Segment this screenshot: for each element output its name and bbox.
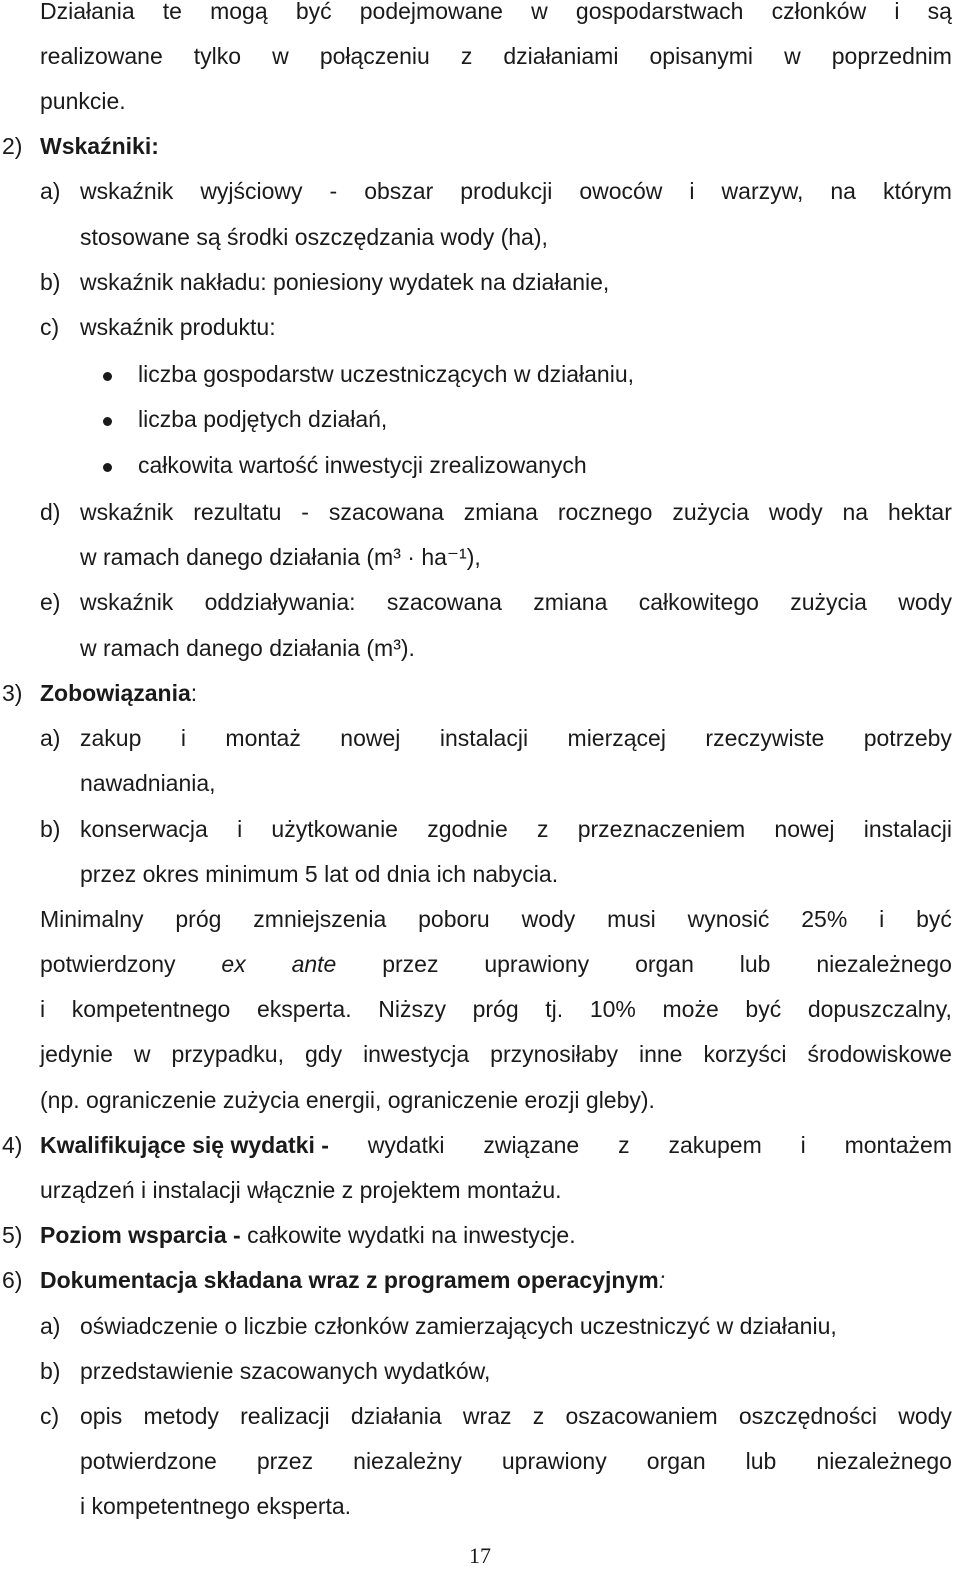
word: z	[532, 1403, 545, 1429]
word: wody	[898, 589, 952, 615]
section-2-title-text: Wskaźniki:	[40, 133, 159, 159]
word: wskaźnik	[80, 499, 174, 525]
section-3-colon: :	[190, 680, 198, 706]
word: i	[40, 996, 46, 1022]
word: zużycia	[672, 499, 750, 525]
word: metody	[143, 1403, 219, 1429]
word: potwierdzone	[80, 1448, 217, 1474]
word: mogą	[210, 0, 268, 24]
word: szacowana	[386, 589, 502, 615]
section-2-title	[40, 131, 159, 161]
word: przez	[256, 1448, 314, 1474]
word: opis	[80, 1403, 123, 1429]
section-5-number: 5)	[2, 1222, 23, 1248]
word: produkcji	[460, 178, 553, 204]
s3-a-line-2: nawadniania,	[80, 770, 216, 796]
section-4-line-2: urządzeń i instalacji włącznie z projektem montażu.	[40, 1177, 562, 1203]
intro-line-2	[40, 41, 952, 71]
s3-paragraph-line-4	[40, 1039, 952, 1069]
word: zgodnie	[427, 816, 508, 842]
s3-p2-ex: ex	[221, 951, 246, 977]
bullet-2	[103, 417, 112, 426]
word: oszczędności	[738, 1403, 877, 1429]
bullet-item-3: całkowita wartość inwestycji zrealizowanych	[138, 452, 587, 478]
word: Działania	[40, 0, 135, 24]
word: nowej	[340, 725, 401, 751]
word: nowej	[774, 816, 835, 842]
word: połączeniu	[319, 43, 430, 69]
word: realizacji	[240, 1403, 330, 1429]
s3-paragraph-line-3	[40, 994, 952, 1024]
word: kompetentnego	[71, 996, 231, 1022]
word: członków	[771, 0, 867, 24]
word: inwestycja	[363, 1041, 470, 1067]
word: organ	[635, 951, 694, 977]
word: wskaźnik	[80, 178, 174, 204]
s2-a-line-2: stosowane są środki oszczędzania wody (ha),	[80, 224, 548, 250]
s2-c-text: wskaźnik produktu:	[80, 314, 276, 340]
word: działaniami	[503, 43, 619, 69]
word: szacowana	[328, 499, 444, 525]
word: być	[916, 906, 952, 932]
word: i	[180, 725, 186, 751]
word: zużycia	[790, 589, 867, 615]
word: są	[927, 0, 952, 24]
word: zmiana	[463, 499, 538, 525]
word: korzyści	[703, 1041, 787, 1067]
word: 10%	[589, 996, 636, 1022]
word: jedynie	[40, 1041, 113, 1067]
word: lub	[745, 1448, 777, 1474]
word: zmiana	[533, 589, 608, 615]
word: dopuszczalny,	[807, 996, 952, 1022]
s2-b-text: wskaźnik nakładu: poniesiony wydatek na działanie,	[80, 269, 610, 295]
word: realizowane	[40, 43, 163, 69]
word: montażem	[844, 1132, 952, 1158]
word: opisanymi	[649, 43, 754, 69]
word: i	[894, 0, 900, 24]
s3-p2-ante: ante	[291, 951, 337, 977]
word: wraz	[462, 1403, 512, 1429]
word: potrzeby	[863, 725, 952, 751]
word: wydatki	[367, 1132, 445, 1158]
word: uprawiony	[484, 951, 590, 977]
intro-line-1	[40, 0, 952, 26]
word: oszacowaniem	[565, 1403, 718, 1429]
s6-c-line-3: i kompetentnego eksperta.	[80, 1493, 352, 1519]
s3-paragraph-line-1	[40, 904, 952, 934]
s3-p2-a: potwierdzony	[40, 951, 176, 977]
word: uprawiony	[501, 1448, 607, 1474]
word: oddziaływania:	[204, 589, 356, 615]
word: -	[329, 178, 338, 204]
section-6-title: Dokumentacja składana wraz z programem operacyjnym	[40, 1267, 659, 1293]
word: zakupem	[668, 1132, 762, 1158]
page-number: 17	[469, 1543, 491, 1568]
section-3-title	[40, 678, 197, 708]
s3-paragraph-line-2	[40, 949, 952, 979]
word: lub	[739, 951, 771, 977]
s2-a-line-1	[80, 176, 952, 206]
word: tylko	[193, 43, 242, 69]
s2-c-label: c)	[40, 314, 60, 340]
word: rzeczywiste	[705, 725, 825, 751]
bullet-item-1: liczba gospodarstw uczestniczących w działaniu,	[138, 361, 635, 387]
s3-b-line-2: przez okres minimum 5 lat od dnia ich nabycia.	[80, 861, 559, 887]
section-5-rest: całkowite wydatki na inwestycje.	[247, 1222, 576, 1248]
word: którym	[882, 178, 952, 204]
word: inne	[638, 1041, 683, 1067]
word: Minimalny	[40, 906, 144, 932]
word: wody	[898, 1403, 952, 1429]
word: wynosić	[687, 906, 770, 932]
section-3-number: 3)	[2, 680, 23, 706]
word: może	[662, 996, 719, 1022]
word: użytkowanie	[271, 816, 398, 842]
word: rezultatu	[193, 499, 282, 525]
word: z	[618, 1132, 630, 1158]
word: -	[301, 499, 309, 525]
s2-e-line-1	[80, 587, 952, 617]
s3-b-line-1	[80, 814, 952, 844]
word: poboru	[418, 906, 490, 932]
word: środowiskowe	[807, 1041, 952, 1067]
word: związane	[483, 1132, 580, 1158]
section-5-title: Poziom wsparcia -	[40, 1222, 241, 1248]
bullet-3	[103, 463, 112, 472]
word: gospodarstwach	[575, 0, 744, 24]
word: instalacji	[863, 816, 952, 842]
section-6-number: 6)	[2, 1267, 23, 1293]
word: z	[537, 816, 549, 842]
s3-a-label: a)	[40, 725, 61, 751]
word: niezależnego	[816, 951, 952, 977]
s2-e-line-2: w ramach danego działania (m³).	[80, 635, 415, 661]
word: w	[133, 1041, 151, 1067]
word: poprzednim	[831, 43, 952, 69]
word: warzyw,	[721, 178, 804, 204]
word: te	[162, 0, 182, 24]
word: i	[879, 906, 885, 932]
word: owoców	[579, 178, 663, 204]
section-4-line-1	[40, 1130, 952, 1160]
word: na	[842, 499, 869, 525]
word: hektar	[887, 499, 952, 525]
word: rocznego	[557, 499, 653, 525]
s6-c-line-1	[80, 1401, 952, 1431]
bullet-item-2: liczba podjętych działań,	[138, 406, 388, 432]
section-6-title-line	[40, 1265, 665, 1295]
word: w	[531, 0, 548, 24]
word: eksperta.	[256, 996, 352, 1022]
word: próg	[472, 996, 519, 1022]
s2-e-label: e)	[40, 589, 61, 615]
s6-c-label: c)	[40, 1403, 60, 1429]
word: organ	[646, 1448, 706, 1474]
word: w	[784, 43, 801, 69]
s6-a-label: a)	[40, 1313, 61, 1339]
word: próg	[175, 906, 222, 932]
word: wskaźnik	[80, 589, 174, 615]
word: wody	[768, 499, 823, 525]
section-4-number: 4)	[2, 1132, 23, 1158]
s6-b-text: przedstawienie szacowanych wydatków,	[80, 1358, 491, 1384]
word: całkowitego	[638, 589, 759, 615]
word: podejmowane	[359, 0, 503, 24]
word: przypadku,	[171, 1041, 284, 1067]
section-3-title-text: Zobowiązania	[40, 680, 191, 706]
s2-d-line-1	[80, 497, 952, 527]
intro-line-3: punkcie.	[40, 88, 126, 114]
word: zakup	[80, 725, 142, 751]
word: działania	[350, 1403, 442, 1429]
section-4-title: Kwalifikujące się wydatki -	[40, 1132, 329, 1158]
s2-d-line-2: w ramach danego działania (m³ · ha⁻¹),	[80, 544, 481, 570]
word: instalacji	[439, 725, 529, 751]
word: być	[295, 0, 332, 24]
word: zmniejszenia	[253, 906, 387, 932]
word: wody	[521, 906, 576, 932]
s6-b-label: b)	[40, 1358, 61, 1384]
word: mierzącej	[567, 725, 666, 751]
word: gdy	[304, 1041, 343, 1067]
word: na	[830, 178, 856, 204]
s3-paragraph-line-5: (np. ograniczenie zużycia energii, ograniczenie erozji gleby).	[40, 1087, 655, 1113]
word: w	[272, 43, 289, 69]
word: przynosiłaby	[490, 1041, 618, 1067]
word: być	[745, 996, 782, 1022]
word: przez	[382, 951, 439, 977]
word: i	[689, 178, 695, 204]
section-5-line	[40, 1220, 576, 1250]
s3-a-line-1	[80, 723, 952, 753]
word: i	[800, 1132, 806, 1158]
word: musi	[607, 906, 656, 932]
s3-b-label: b)	[40, 816, 61, 842]
word: montaż	[225, 725, 301, 751]
word: przeznaczeniem	[577, 816, 746, 842]
word: tj.	[545, 996, 564, 1022]
word: niezależnego	[816, 1448, 952, 1474]
bullet-1	[103, 372, 112, 381]
section-2-number: 2)	[2, 133, 23, 159]
s2-d-label: d)	[40, 499, 61, 525]
section-6-colon: :	[658, 1267, 666, 1293]
s2-b-label: b)	[40, 269, 61, 295]
word: wyjściowy	[200, 178, 303, 204]
word: niezależny	[353, 1448, 462, 1474]
word: 25%	[801, 906, 848, 932]
word: z	[460, 43, 473, 69]
word: i	[237, 816, 243, 842]
word: obszar	[364, 178, 434, 204]
s6-a-text: oświadczenie o liczbie członków zamierzających uczestniczyć w działaniu,	[80, 1313, 837, 1339]
word: konserwacja	[80, 816, 208, 842]
s6-c-line-2	[80, 1446, 952, 1476]
word: Niższy	[378, 996, 446, 1022]
s2-a-label: a)	[40, 178, 61, 204]
